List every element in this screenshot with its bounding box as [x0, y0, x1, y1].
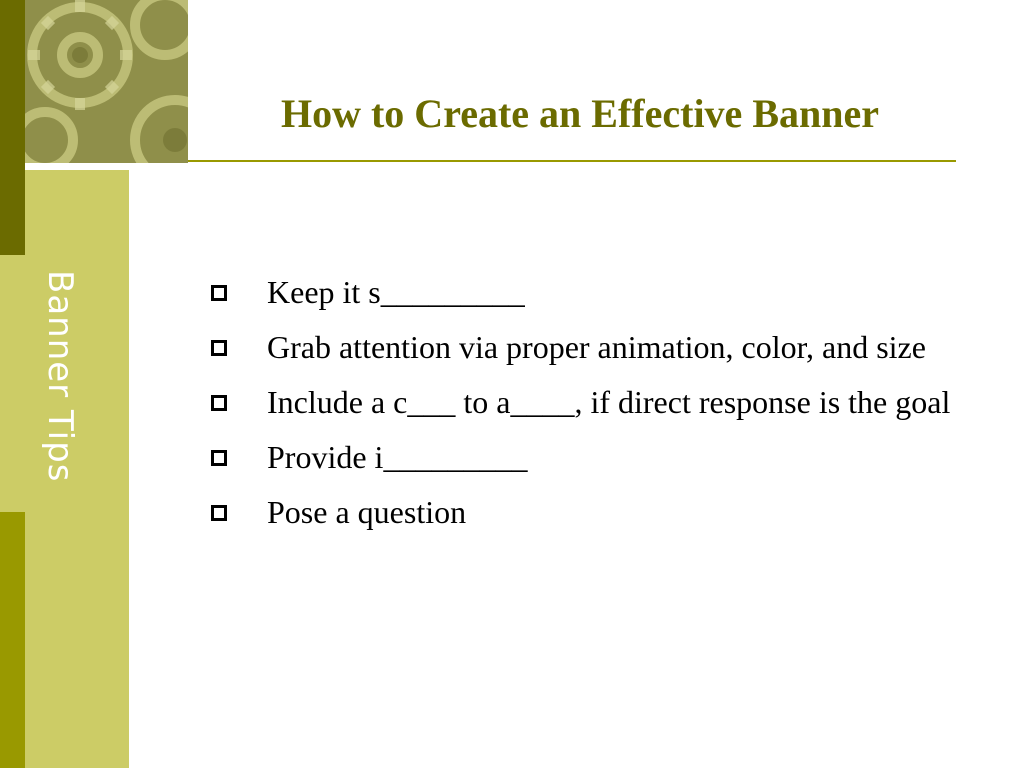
bullet-item [205, 435, 995, 480]
bullet-text: Provide i_________ [267, 439, 528, 475]
left-strip-light [0, 255, 25, 512]
bullet-text: Pose a question [267, 494, 467, 530]
square-bullet-icon [211, 285, 227, 301]
title-divider [188, 160, 956, 162]
bullet-item [205, 490, 995, 535]
square-bullet-icon [211, 450, 227, 466]
left-strip-dark [0, 0, 25, 255]
bullet-item [205, 325, 995, 370]
left-strip-mid [0, 512, 25, 768]
square-bullet-icon [211, 505, 227, 521]
bullet-text: Keep it s_________ [267, 274, 525, 310]
square-bullet-icon [211, 395, 227, 411]
bullet-list [205, 270, 995, 545]
bullet-item [205, 380, 995, 425]
gears-image [25, 0, 188, 163]
bullet-text: Grab attention via proper animation, color, and size [267, 329, 926, 365]
bullet-text: Include a c___ to a____, if direct response is the goal [267, 384, 951, 420]
slide-title: How to Create an Effective Banner [280, 91, 879, 136]
square-bullet-icon [211, 340, 227, 356]
section-label: Banner Tips [40, 270, 80, 483]
bullet-item [205, 270, 995, 315]
